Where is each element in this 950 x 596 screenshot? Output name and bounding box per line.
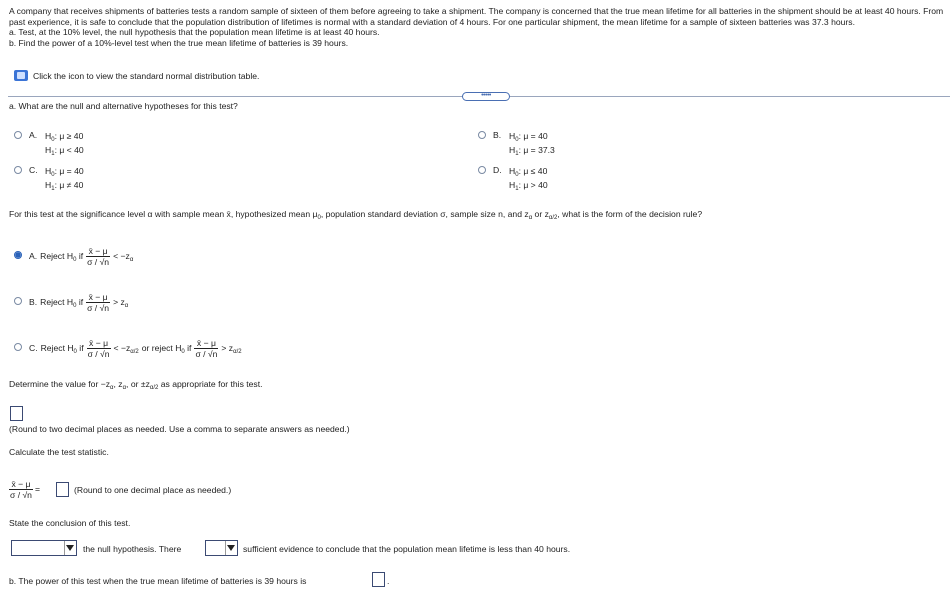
test-statistic-input[interactable] bbox=[56, 482, 69, 497]
q2-option-a-radio[interactable] bbox=[14, 251, 22, 259]
problem-statement bbox=[9, 6, 944, 48]
q1-d-h1: μ > 40 bbox=[523, 180, 548, 190]
table-book-icon[interactable] bbox=[14, 70, 28, 81]
q1-d-h0: μ ≤ 40 bbox=[523, 166, 548, 176]
q1-option-b-letter: B. bbox=[493, 130, 502, 140]
q5-text-end: sufficient evidence to conclude that the population mean lifetime is less than 40 hours. bbox=[243, 544, 571, 554]
q3-hint: (Round to two decimal places as needed. Use a comma to separate answers as needed.) bbox=[9, 424, 350, 434]
q6-prompt: b. The power of this test when the true mean lifetime of batteries is 39 hours is bbox=[9, 576, 307, 586]
critical-value-input[interactable] bbox=[10, 406, 23, 421]
q1-b-h1: μ = 37.3 bbox=[523, 145, 555, 155]
test-statistic-fraction: $\frac{x̄ - \mu}{\sigma / √n}$ bbox=[87, 291, 110, 313]
q1-option-d-radio[interactable] bbox=[478, 166, 486, 174]
q1-option-c-letter: C. bbox=[29, 165, 38, 175]
chevron-down-icon bbox=[66, 545, 74, 551]
q1-option-b-radio[interactable] bbox=[478, 131, 486, 139]
part-b-text: b. Find the power of a 10%-level test when the true mean lifetime of batteries is 39 hours. bbox=[9, 37, 349, 48]
q4-equation: $\frac{x̄ - \mu}{\sigma / √n}$ = bbox=[10, 478, 40, 500]
q3-prompt: Determine the value for $-z_\alpha$, $z_\alpha$, or $\pm z_{\alpha/2}$ as appropriate for this test. bbox=[9, 379, 263, 391]
chevron-down-icon bbox=[227, 545, 235, 551]
q2-option-c: C. Reject $H_0$ if $\frac{x̄ - \mu}{\sigma / √n}$ < $-z_{\alpha/2}$ or reject $H_0$ if $\frac{x̄ - \mu}{\sigma / √n}$ > $z_{\alpha/2}$ bbox=[29, 337, 242, 359]
q1-option-a-radio[interactable] bbox=[14, 131, 22, 139]
q1-option-c-text: $H_0$: μ = 40 $H_1$: μ ≠ 40 bbox=[45, 166, 84, 192]
evidence-select[interactable] bbox=[205, 540, 238, 556]
q1-option-a-text: $H_0$: μ ≥ 40 $H_1$: μ < 40 bbox=[45, 131, 84, 157]
part-a-text: a. Test, at the 10% level, the null hypothesis that the population mean lifetime is at least 40 hours. bbox=[9, 27, 380, 38]
q1-option-d-letter: D. bbox=[493, 165, 502, 175]
q2-prompt: For this test at the significance level α with sample mean x̄, hypothesized mean $\mu_0$, population standard deviation σ, sample size n, and $z_\alpha$ or $z_{\alpha/2}$, what is the form of the decision rule? bbox=[9, 209, 703, 221]
q2-option-c-radio[interactable] bbox=[14, 343, 22, 351]
power-input[interactable] bbox=[372, 572, 385, 587]
test-statistic-fraction: $\frac{x̄ - \mu}{\sigma / √n}$ bbox=[87, 337, 110, 359]
q5-prompt: State the conclusion of this test. bbox=[9, 518, 131, 528]
q2-option-a: A. Reject $H_0$ if $\frac{x̄ - \mu}{\sigma / √n}$ < $-z_\alpha$ bbox=[29, 245, 134, 267]
test-statistic-fraction: $\frac{x̄ - \mu}{\sigma / √n}$ bbox=[87, 245, 110, 267]
q1-a-h1: μ < 40 bbox=[59, 145, 84, 155]
q1-c-h0: μ = 40 bbox=[59, 166, 84, 176]
q1-b-h0: μ = 40 bbox=[523, 131, 548, 141]
q1-option-a-letter: A. bbox=[29, 130, 38, 140]
q2-option-b-radio[interactable] bbox=[14, 297, 22, 305]
q1-a-h0: μ ≥ 40 bbox=[59, 131, 84, 141]
q5-text-mid: the null hypothesis. There bbox=[83, 544, 182, 554]
problem-text: A company that receives shipments of batteries tests a random sample of sixteen of them before agreeing to take a shipment. The company is concerned that the true mean lifetime for all batteries in the shipment should be at least 40 hours. From past experience, it is safe to conclude that the population distribution of lifetimes is normal with a standard deviation of 4 hours. For one particular shipment, the mean lifetime for a sample of sixteen batteries was 37.3 hours. bbox=[9, 6, 944, 27]
reject-decision-select[interactable] bbox=[11, 540, 77, 556]
q1-option-c-radio[interactable] bbox=[14, 166, 22, 174]
q1-prompt: a. What are the null and alternative hypotheses for this test? bbox=[9, 101, 238, 111]
table-link-text[interactable]: Click the icon to view the standard normal distribution table. bbox=[33, 71, 260, 81]
q1-option-b-text: $H_0$: μ = 40 $H_1$: μ = 37.3 bbox=[509, 131, 555, 157]
q2-option-b: B. Reject $H_0$ if $\frac{x̄ - \mu}{\sigma / √n}$ > $z_\alpha$ bbox=[29, 291, 129, 313]
q4-hint: (Round to one decimal place as needed.) bbox=[74, 485, 232, 495]
q6-period: . bbox=[387, 576, 390, 586]
q1-option-d-text: $H_0$: μ ≤ 40 $H_1$: μ > 40 bbox=[509, 166, 548, 192]
q1-c-h1: μ ≠ 40 bbox=[59, 180, 84, 190]
test-statistic-fraction: $\frac{x̄ - \mu}{\sigma / √n}$ bbox=[10, 478, 32, 500]
q4-prompt: Calculate the test statistic. bbox=[9, 447, 109, 457]
expand-button[interactable]: ••••• bbox=[462, 92, 510, 101]
test-statistic-fraction: $\frac{x̄ - \mu}{\sigma / √n}$ bbox=[195, 337, 218, 359]
